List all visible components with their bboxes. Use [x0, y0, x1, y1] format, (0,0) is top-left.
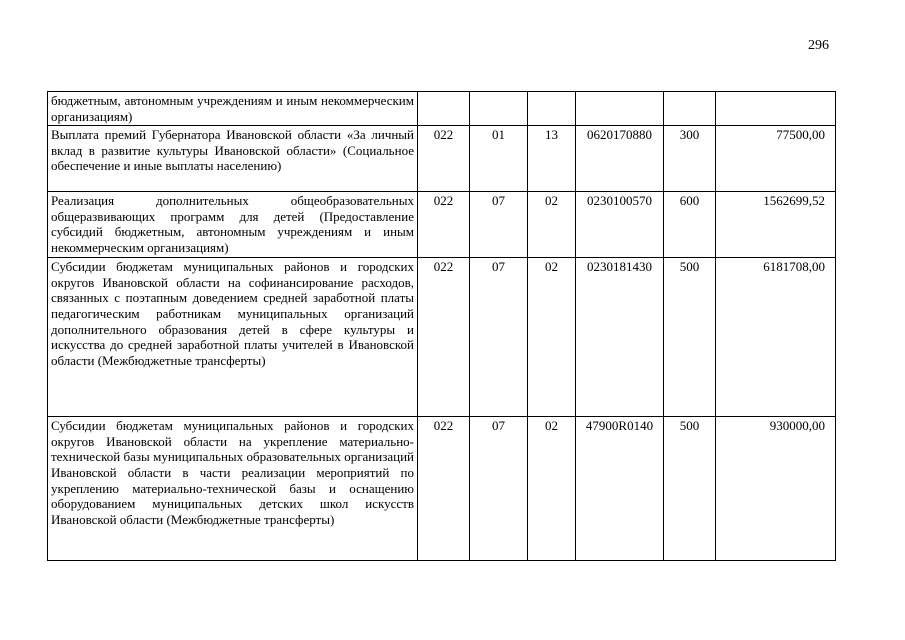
subsection-cell: [528, 92, 576, 126]
expense-type-cell: 500: [664, 417, 716, 561]
budget-table: [47, 91, 836, 561]
section-cell: [470, 92, 528, 126]
ministry-code-cell: 022: [418, 417, 470, 561]
section-cell: 07: [470, 417, 528, 561]
ministry-code-cell: 022: [418, 192, 470, 258]
amount-cell: 6181708,00: [716, 258, 836, 417]
target-article-cell: 0230181430: [576, 258, 664, 417]
table-row: [48, 417, 836, 561]
row-description: Субсидии бюджетам муниципальных районов и городских округов Ивановской области на софинансирование расходов, связанных с поэтапным доведением средней заработной платы педагогическим работникам муниципальных организаций дополнительного образования детей в сфере культуры и искусства до средней заработной платы учителей в Ивановской области (Межбюджетные трансферты): [48, 258, 418, 417]
subsection-cell: 02: [528, 417, 576, 561]
expense-type-cell: 500: [664, 258, 716, 417]
table-row: [48, 192, 836, 258]
row-description: Реализация дополнительных общеобразовательных общеразвивающих программ для детей (Предоставление субсидий бюджетным, автономным учреждениям и иным некоммерческим организациям): [48, 192, 418, 258]
amount-cell: 77500,00: [716, 126, 836, 192]
amount-cell: 930000,00: [716, 417, 836, 561]
expense-type-cell: [664, 92, 716, 126]
section-cell: 07: [470, 258, 528, 417]
ministry-code-cell: 022: [418, 258, 470, 417]
amount-cell: 1562699,52: [716, 192, 836, 258]
subsection-cell: 02: [528, 192, 576, 258]
page-number: 296: [808, 38, 829, 53]
amount-cell: [716, 92, 836, 126]
ministry-code-cell: 022: [418, 126, 470, 192]
target-article-cell: 0230100570: [576, 192, 664, 258]
row-description: Выплата премий Губернатора Ивановской области «За личный вклад в развитие культуры Ивановской области» (Социальное обеспечение и иные выплаты населению): [48, 126, 418, 192]
target-article-cell: 47900R0140: [576, 417, 664, 561]
target-article-cell: [576, 92, 664, 126]
section-cell: 01: [470, 126, 528, 192]
table-row: [48, 258, 836, 417]
ministry-code-cell: [418, 92, 470, 126]
section-cell: 07: [470, 192, 528, 258]
row-description: Субсидии бюджетам муниципальных районов и городских округов Ивановской области на укрепление материально-технической базы муниципальных образовательных организаций Ивановской области в части реализации мероприятий по укреплению материально-технической базы и оснащению оборудованием муниципальных детских школ искусств Ивановской области (Межбюджетные трансферты): [48, 417, 418, 561]
subsection-cell: 13: [528, 126, 576, 192]
subsection-cell: 02: [528, 258, 576, 417]
expense-type-cell: 300: [664, 126, 716, 192]
table-row: [48, 92, 836, 126]
target-article-cell: 0620170880: [576, 126, 664, 192]
row-description: бюджетным, автономным учреждениям и иным некоммерческим организациям): [48, 92, 418, 126]
expense-type-cell: 600: [664, 192, 716, 258]
table-row: [48, 126, 836, 192]
